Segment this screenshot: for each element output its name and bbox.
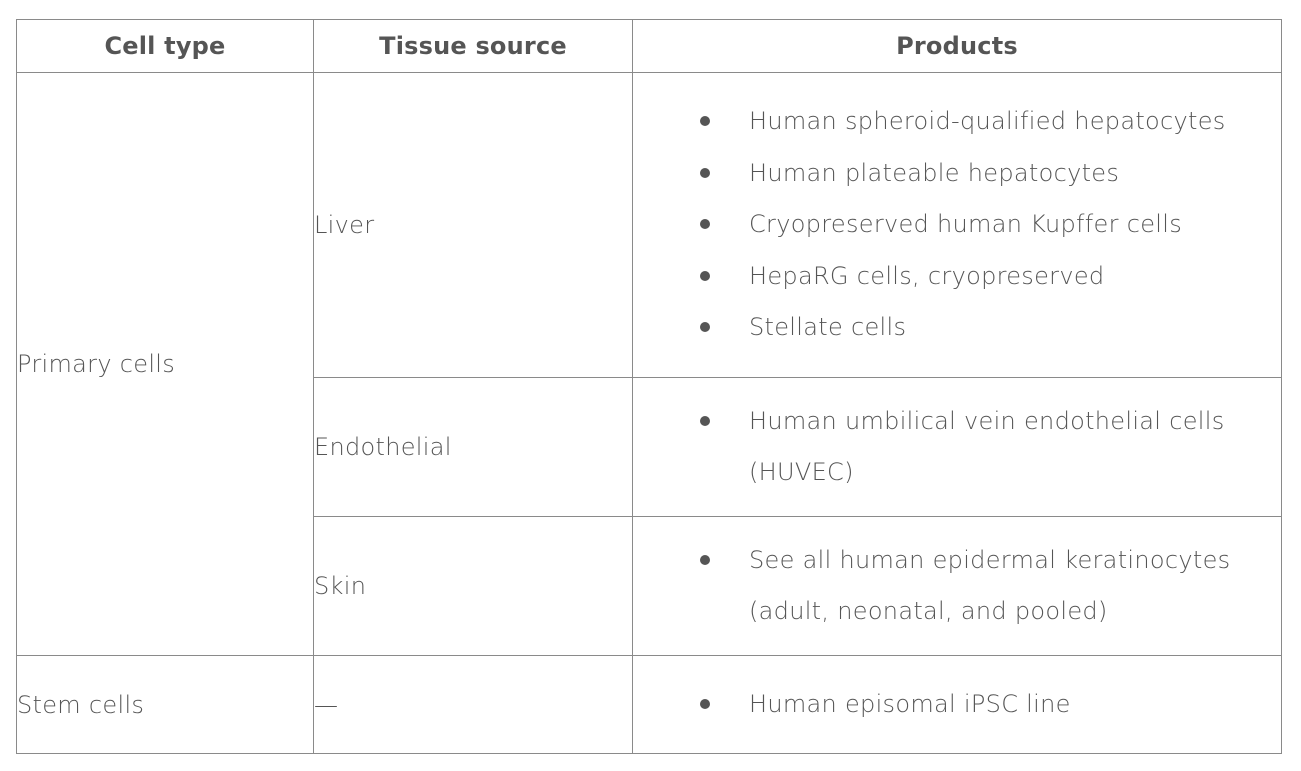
table-row xyxy=(17,656,1282,754)
list-item: HepaRG cells, cryopreserved xyxy=(749,251,1281,303)
products-liver xyxy=(633,73,1282,378)
products-table-wrapper xyxy=(16,19,1281,754)
products-skin xyxy=(633,517,1282,656)
list-item: Cryopreserved human Kupffer cells xyxy=(749,199,1281,251)
product-list xyxy=(633,396,1281,499)
list-item: Human umbilical vein endothelial cells (HUVEC) xyxy=(749,396,1281,499)
list-item: Human plateable hepatocytes xyxy=(749,148,1281,200)
product-list xyxy=(633,535,1281,638)
cell-type-primary-cells: Primary cells xyxy=(17,73,314,656)
product-list xyxy=(633,679,1281,731)
header-cell-type: Cell type xyxy=(17,20,314,73)
products-endothelial xyxy=(633,378,1282,517)
list-item: See all human epidermal keratinocytes (adult, neonatal, and pooled) xyxy=(749,535,1281,638)
cell-products-table xyxy=(16,19,1282,754)
tissue-skin: Skin xyxy=(314,517,633,656)
table-row xyxy=(17,73,1282,378)
product-list xyxy=(633,96,1281,354)
tissue-liver: Liver xyxy=(314,73,633,378)
list-item: Human spheroid-qualified hepatocytes xyxy=(749,96,1281,148)
list-item: Stellate cells xyxy=(749,302,1281,354)
cell-type-stem-cells: Stem cells xyxy=(17,656,314,754)
products-stem-cells xyxy=(633,656,1282,754)
header-tissue-source: Tissue source xyxy=(314,20,633,73)
table-header-row xyxy=(17,20,1282,73)
list-item: Human episomal iPSC line xyxy=(749,679,1281,731)
header-products: Products xyxy=(633,20,1282,73)
tissue-none: — xyxy=(314,656,633,754)
tissue-endothelial: Endothelial xyxy=(314,378,633,517)
